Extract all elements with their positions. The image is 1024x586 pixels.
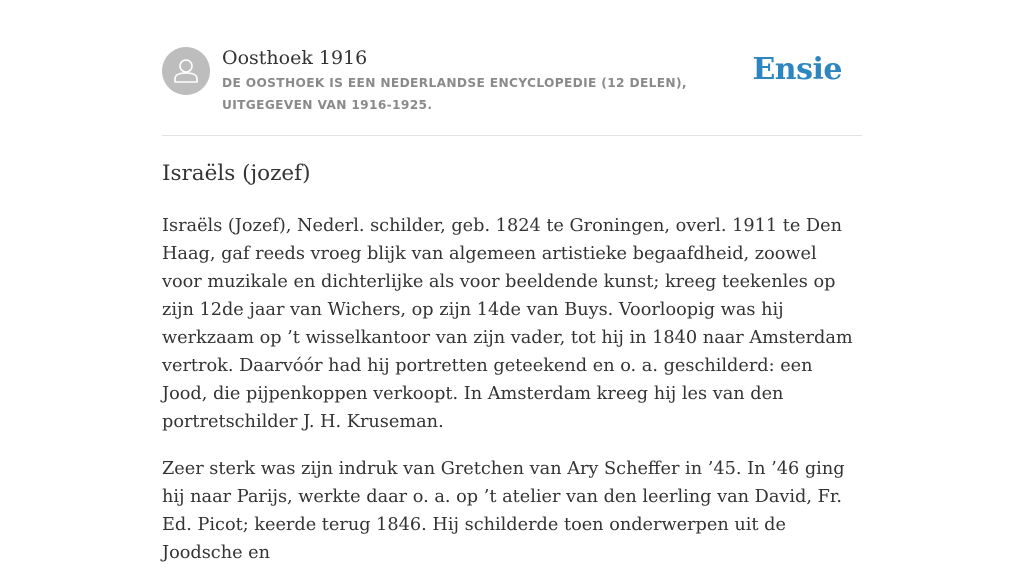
source-header	[162, 40, 862, 135]
article-body	[162, 212, 862, 586]
article-paragraph: Zeer sterk was zijn indruk van Gretchen van Ary Scheffer in ’45. In ’46 ging hij naar Parijs, werkte daar o. a. op ’t atelier van den leerling van David, Fr. Ed. Picot; keerde terug 1846. Hij schilderde toen onderwerpen uit de Joodsche en	[162, 459, 845, 563]
user-avatar-icon[interactable]	[162, 47, 210, 95]
article-paragraph: Israëls (Jozef), Nederl. schilder, geb. 1824 te Groningen, overl. 1911 te Den Haag, gaf reeds vroeg blijk van algemeen artistieke begaafdheid, zoowel voor muzikale en dichterlijke als voor beeldende kunst; kreeg teekenles op zijn 12de jaar van Wichers, op zijn 14de van Buys. Voorloopig was hij werkzaam op ’t wisselkantoor van zijn vader, tot hij in 1840 naar Amsterdam vertrok. Daarvóór had hij portretten geteekend en o. a. geschilderd: een Jood, die pijpenkoppen verkoopt. In Amsterdam kreeg hij les van den portretschilder J. H. Kruseman.	[162, 216, 853, 432]
header-divider	[162, 135, 862, 136]
entry-title: Israëls (jozef)	[162, 161, 311, 186]
source-title[interactable]: Oosthoek 1916	[222, 47, 368, 69]
ensie-logo[interactable]: Ensie	[752, 52, 842, 87]
source-description: DE OOSTHOEK IS EEN NEDERLANDSE ENCYCLOPEDIE (12 DELEN), UITGEGEVEN VAN 1916-1925.	[222, 76, 687, 112]
